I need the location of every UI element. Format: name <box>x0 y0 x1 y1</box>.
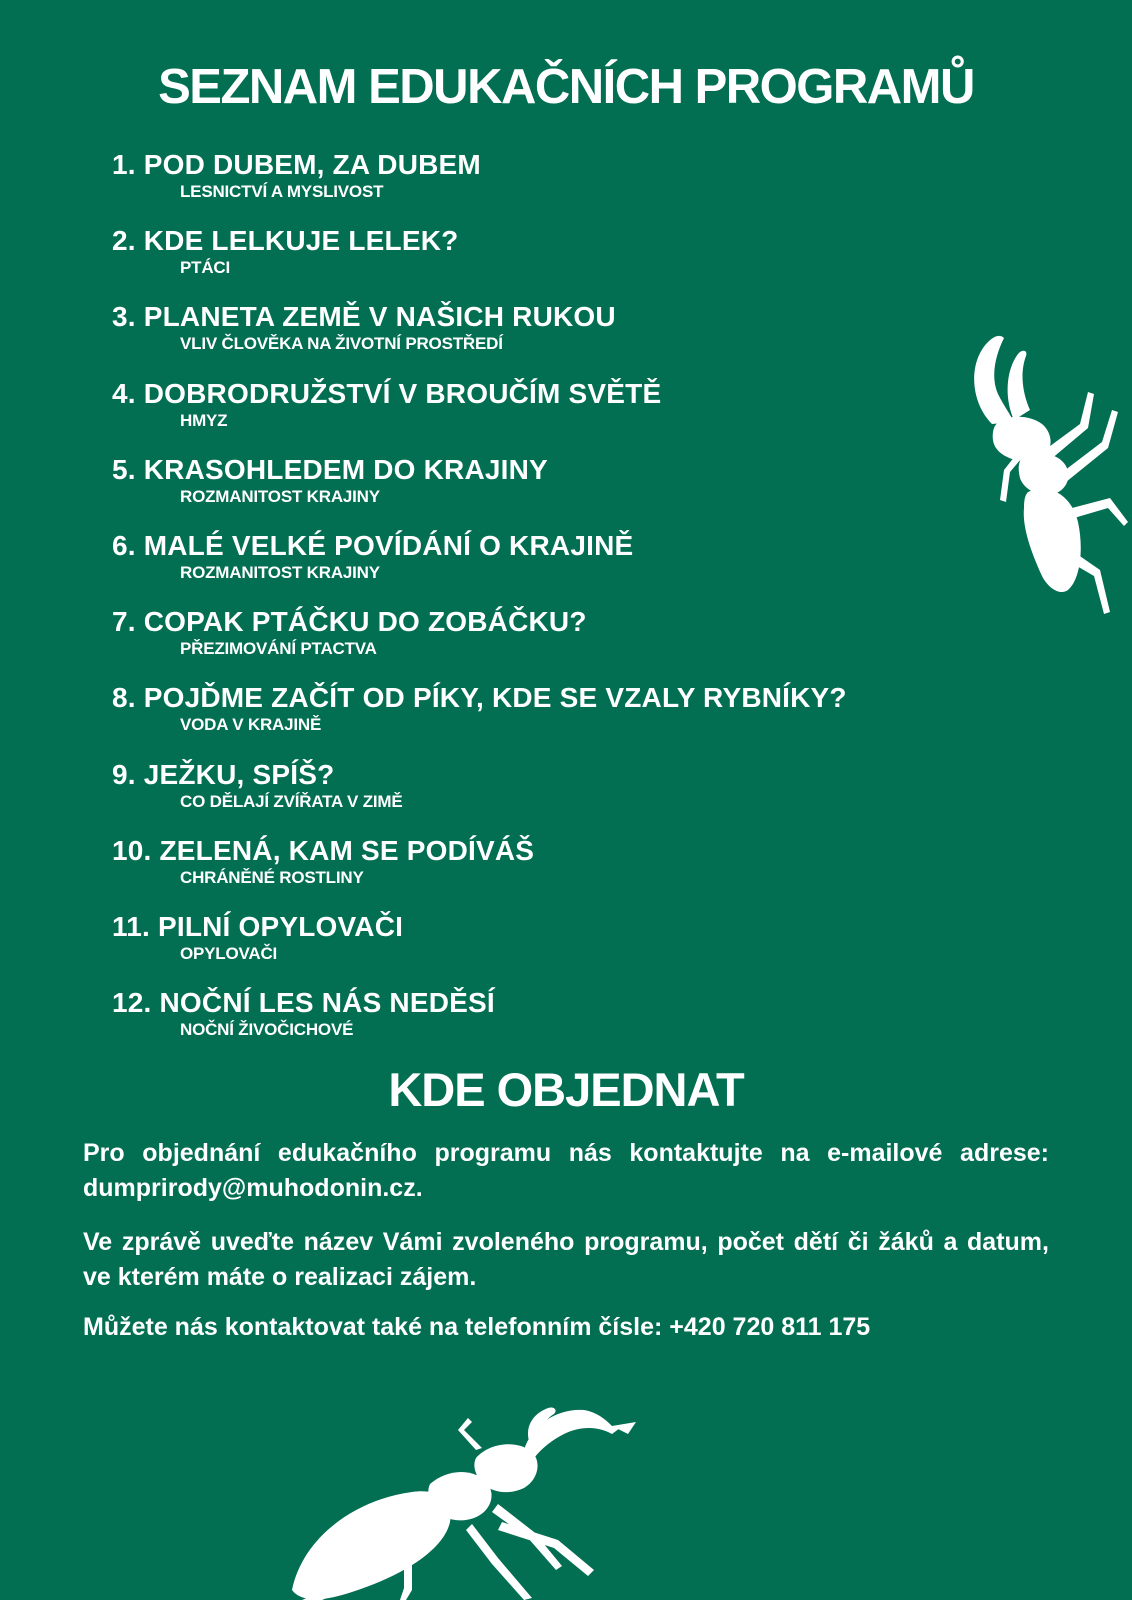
program-item <box>112 834 932 910</box>
stag-beetle-icon <box>970 332 1132 632</box>
program-subtitle: ROZMANITOST KRAJINY <box>180 562 380 582</box>
program-subtitle: ROZMANITOST KRAJINY <box>180 486 380 506</box>
program-item <box>112 605 932 681</box>
order-instructions-paragraph: Ve zprávě uveďte název Vámi zvoleného programu, počet dětí či žáků a datum, ve kterém máte o realizaci zájem. <box>83 1228 1049 1291</box>
program-title: 2. KDE LELKUJE LELEK? <box>112 225 459 257</box>
page-title: SEZNAM EDUKAČNÍCH PROGRAMŮ <box>158 60 974 114</box>
program-subtitle: CHRÁNĚNÉ ROSTLINY <box>180 867 364 887</box>
order-phone-paragraph <box>83 1310 1049 1345</box>
program-item <box>112 148 932 224</box>
program-subtitle: VODA V KRAJINĚ <box>180 715 322 735</box>
program-item <box>112 377 932 453</box>
order-email-text: Pro objednání edukačního programu nás kontaktujte na e-mailové adrese: <box>83 1139 1049 1167</box>
program-title: 5. KRASOHLEDEM DO KRAJINY <box>112 453 548 485</box>
program-title: 10. ZELENÁ, KAM SE PODÍVÁŠ <box>112 834 535 866</box>
program-title: 4. DOBRODRUŽSTVÍ V BROUČÍM SVĚTĚ <box>112 377 662 409</box>
program-subtitle: CO DĚLAJÍ ZVÍŘATA V ZIMĚ <box>180 791 403 811</box>
program-item <box>112 224 932 300</box>
program-subtitle: NOČNÍ ŽIVOČICHOVÉ <box>180 1020 354 1040</box>
program-item <box>112 758 932 834</box>
program-title: 8. POJĎME ZAČÍT OD PÍKY, KDE SE VZALY RYBNÍKY? <box>112 682 847 714</box>
order-email-paragraph <box>83 1136 1049 1206</box>
program-title: 6. MALÉ VELKÉ POVÍDÁNÍ O KRAJINĚ <box>112 529 634 561</box>
program-item <box>112 681 932 757</box>
program-item <box>112 910 932 986</box>
order-section-title: KDE OBJEDNAT <box>388 1063 744 1116</box>
program-list <box>112 148 932 1062</box>
program-subtitle: VLIV ČLOVĚKA NA ŽIVOTNÍ PROSTŘEDÍ <box>180 334 503 354</box>
stag-beetle-icon <box>262 1400 642 1600</box>
program-subtitle: PŘEZIMOVÁNÍ PTACTVA <box>180 639 377 659</box>
program-title: 1. POD DUBEM, ZA DUBEM <box>112 149 481 180</box>
program-item <box>112 529 932 605</box>
program-title: 12. NOČNÍ LES NÁS NEDĚSÍ <box>112 987 495 1019</box>
order-phone-text: Můžete nás kontaktovat také na telefonním čísle: <box>83 1313 670 1341</box>
phone-number[interactable]: +420 720 811 175 <box>669 1313 871 1341</box>
program-item <box>112 453 932 529</box>
program-subtitle: LESNICTVÍ A MYSLIVOST <box>180 182 384 201</box>
program-title: 11. PILNÍ OPYLOVAČI <box>112 910 404 942</box>
program-item <box>112 986 932 1062</box>
program-title: 9. JEŽKU, SPÍŠ? <box>112 758 335 790</box>
email-link[interactable]: dumprirody@muhodonin.cz. <box>83 1174 423 1202</box>
program-subtitle: PTÁCI <box>180 258 231 278</box>
program-title: 3. PLANETA ZEMĚ V NAŠICH RUKOU <box>112 301 616 333</box>
program-title: 7. COPAK PTÁČKU DO ZOBÁČKU? <box>112 606 587 638</box>
program-subtitle: HMYZ <box>180 410 228 430</box>
program-item <box>112 300 932 376</box>
program-subtitle: OPYLOVAČI <box>180 943 278 963</box>
